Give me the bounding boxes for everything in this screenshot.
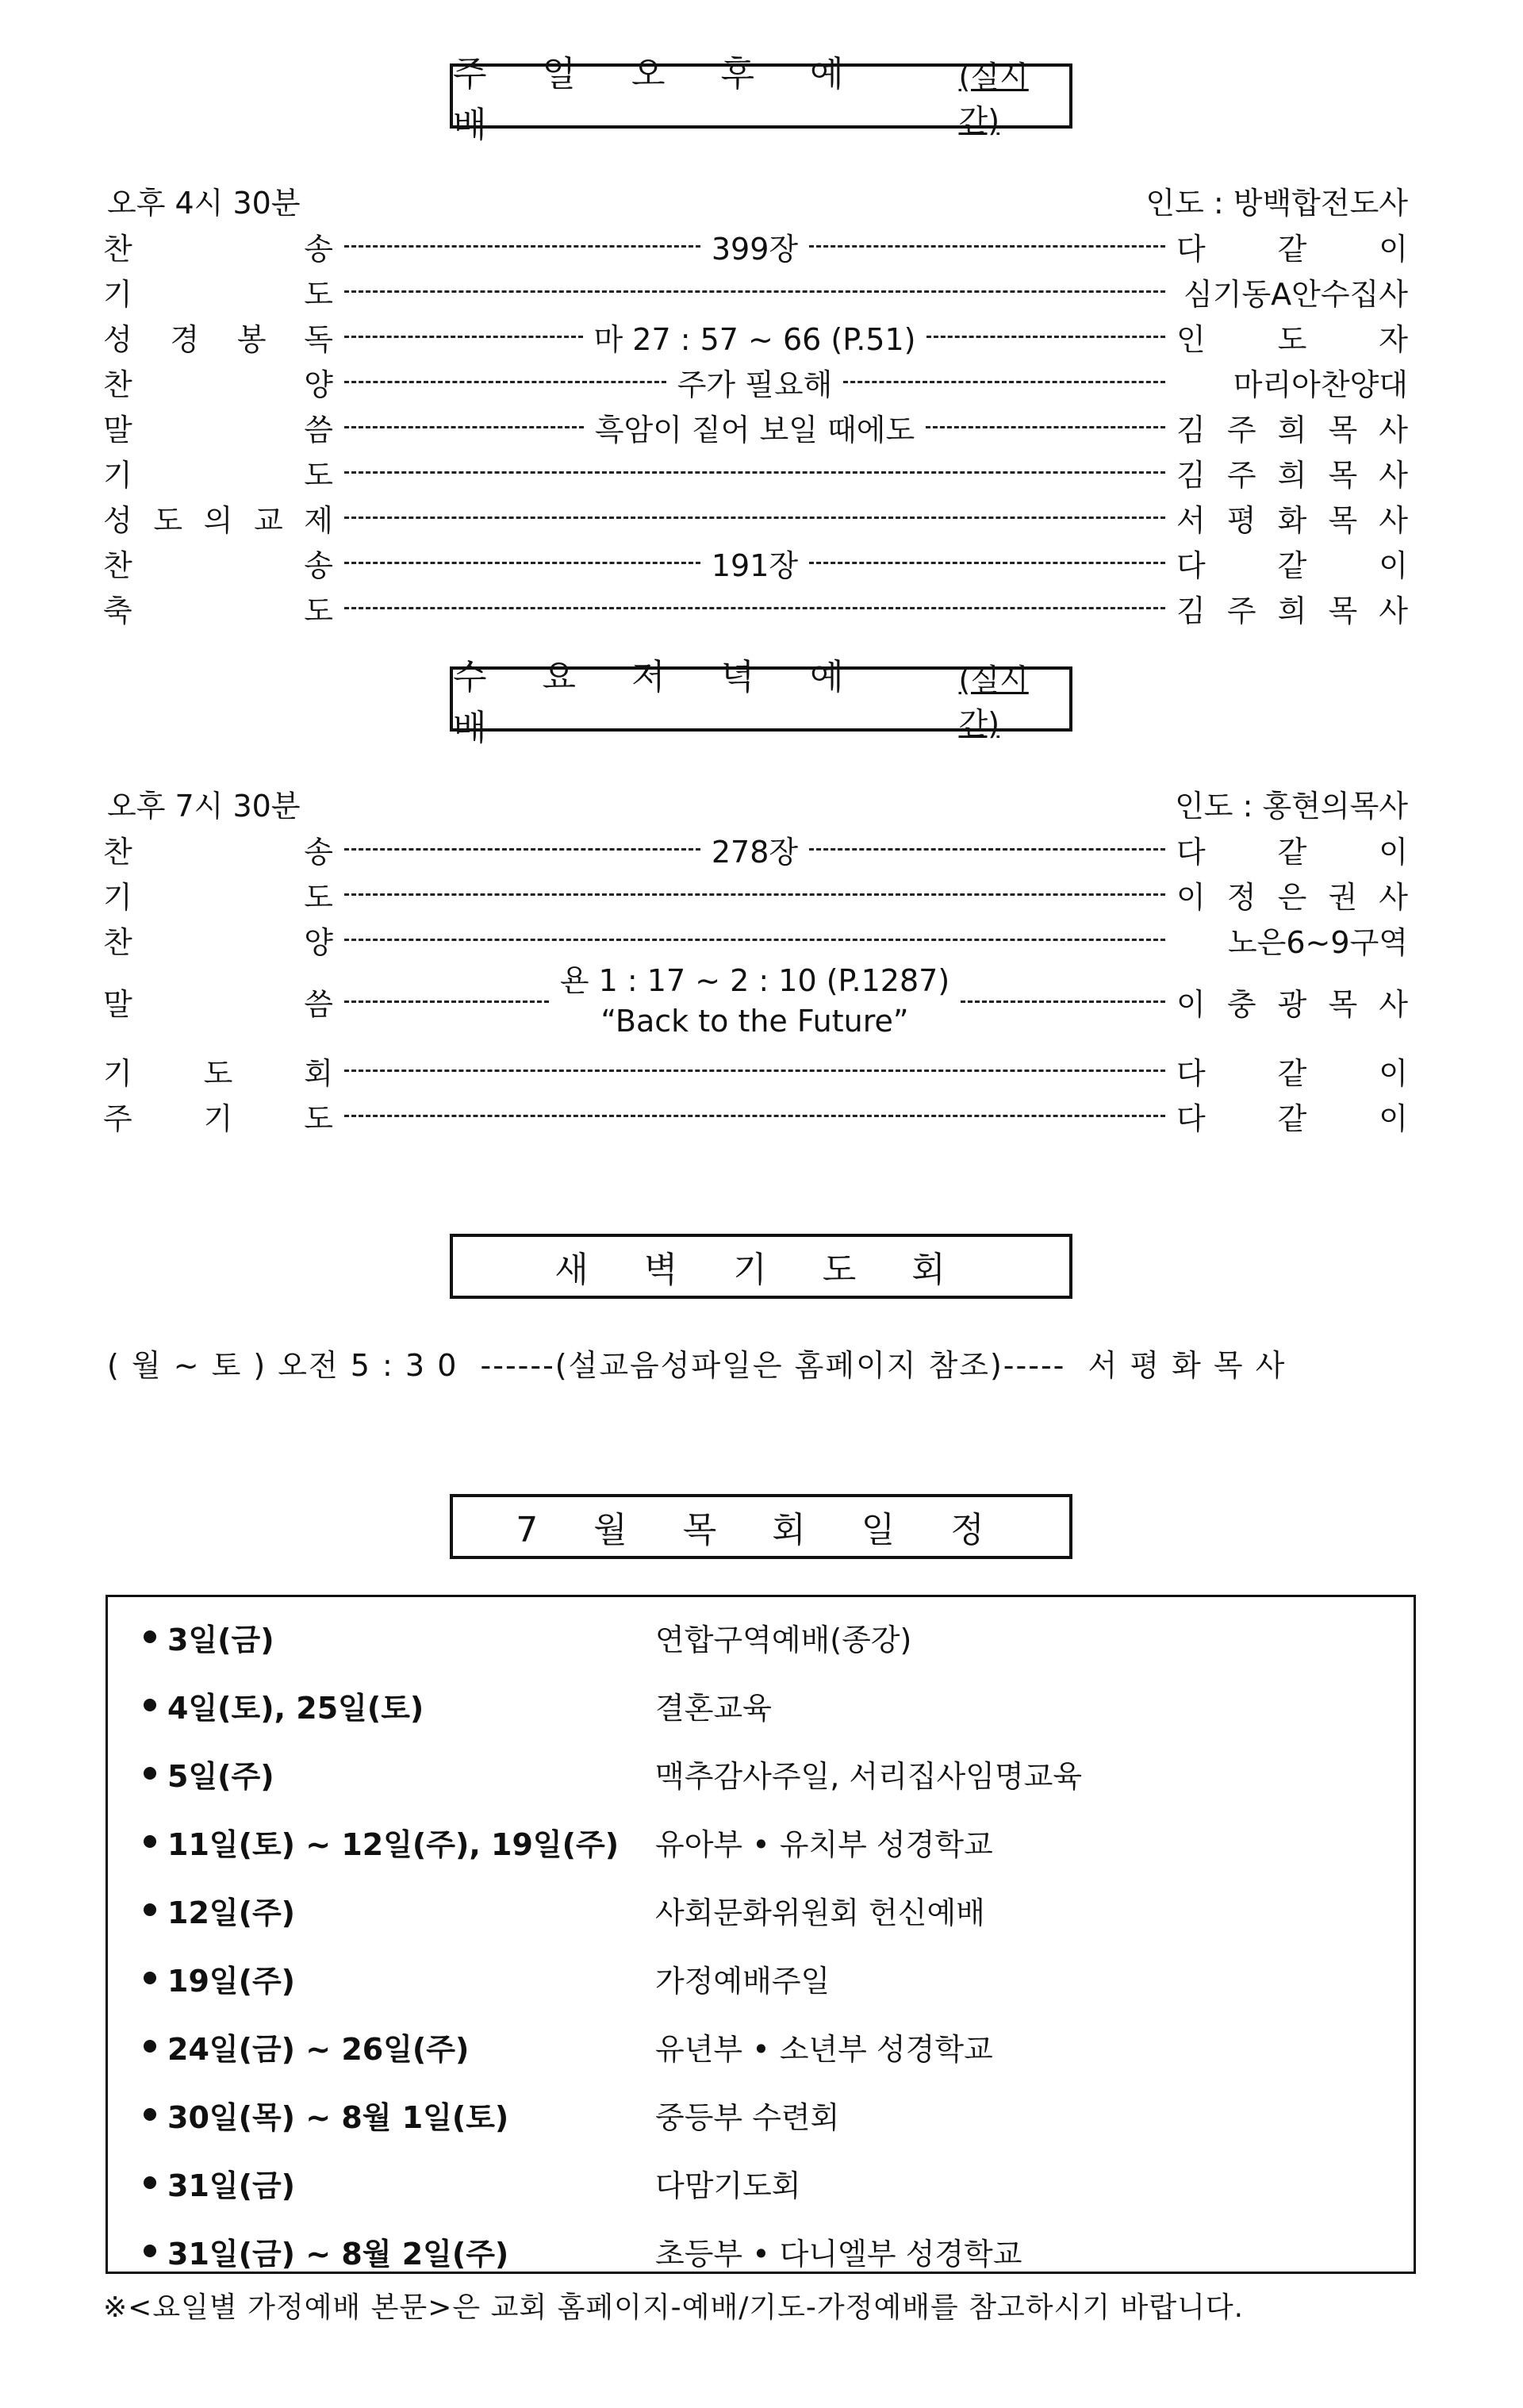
- order-label-char: 기: [103, 1055, 132, 1091]
- order-label-char: 기: [103, 879, 132, 915]
- order-label-char: 찬: [103, 834, 132, 870]
- order-row: [103, 315, 1408, 358]
- dashed-leader: [344, 381, 666, 383]
- schedule-event: 유년부 • 소년부 성경학교: [655, 2031, 993, 2067]
- order-row: [103, 586, 1408, 629]
- schedule-item: [144, 2227, 1381, 2275]
- order-label-char: 씀: [304, 986, 333, 1022]
- order-row: [103, 270, 1408, 313]
- bullet-icon: [144, 1767, 156, 1780]
- order-row: [103, 405, 1408, 448]
- order-label-char: 기: [103, 457, 132, 493]
- order-label: [103, 828, 333, 871]
- order-person-char: 주: [1226, 412, 1256, 447]
- order-label-char: 봉: [236, 321, 267, 357]
- order-person-char: 같: [1277, 834, 1307, 870]
- order-person-char: 심기동A안수집사: [1183, 276, 1408, 312]
- order-label-char: 도: [304, 879, 333, 915]
- order-person-char: 주: [1226, 593, 1256, 628]
- order-person-char: 이: [1379, 1100, 1408, 1136]
- order-label-char: 제: [304, 502, 333, 538]
- order-person: [1176, 541, 1408, 585]
- order-label-char: 양: [304, 367, 333, 402]
- schedule-date-text: 24일(금) ~ 26일(주): [167, 2031, 470, 2067]
- schedule-date-text: 30일(목) ~ 8월 1일(토): [167, 2099, 509, 2135]
- order-item: 흑암이 짙어 보일 때에도: [594, 412, 915, 447]
- schedule-item: [144, 2159, 1381, 2206]
- order-person-char: 이: [1379, 547, 1408, 583]
- order-label-char: 의: [203, 502, 233, 538]
- dawn-title-box: [450, 1234, 1072, 1299]
- order-person-char: 은: [1277, 879, 1307, 915]
- order-label-char: 송: [304, 547, 333, 583]
- order-label: [103, 270, 333, 313]
- order-person-char: 마리아찬양대: [1233, 367, 1408, 402]
- order-label-char: 주: [103, 1100, 132, 1136]
- schedule-event: 사회문화위원회 헌신예배: [655, 1895, 985, 1930]
- schedule-date-text: 31일(금) ~ 8월 2일(주): [167, 2236, 509, 2272]
- order-person-char: 희: [1277, 412, 1307, 447]
- section-subtitle: (실시간): [958, 662, 1029, 741]
- schedule-date: [144, 2093, 655, 2137]
- schedule-date: [144, 1820, 655, 1864]
- order-person-char: 이: [1176, 986, 1206, 1022]
- order-label: [103, 1094, 333, 1138]
- dashed-leader: [843, 381, 1165, 383]
- order-label: [103, 980, 333, 1023]
- order-label-char: 도: [203, 1055, 233, 1091]
- dashed-leader: [344, 245, 700, 248]
- order-person: [1176, 451, 1408, 494]
- order-person: [1176, 270, 1408, 313]
- bullet-icon: [144, 2245, 156, 2257]
- bullet-icon: [144, 2040, 156, 2053]
- order-label: [103, 586, 333, 630]
- order-label: [103, 541, 333, 585]
- order-person-char: 김: [1176, 457, 1206, 493]
- order-person-char: 목: [1328, 502, 1358, 538]
- order-person-char: 사: [1379, 412, 1408, 447]
- sermon-title: “Back to the Future”: [600, 1004, 909, 1039]
- order-label-char: 송: [304, 231, 333, 267]
- wednesday-title-box: [450, 657, 1072, 748]
- order-row: [103, 360, 1408, 403]
- order-person: [1176, 586, 1408, 630]
- order-person: [1176, 1049, 1408, 1093]
- order-person: [1176, 315, 1408, 359]
- dashed-leader: [344, 471, 1165, 474]
- order-label: [103, 360, 333, 404]
- order-person: [1176, 873, 1408, 916]
- section-title: 주 일 오 후 예 배: [453, 54, 866, 145]
- schedule-date: [144, 1615, 655, 1659]
- bullet-icon: [144, 1630, 156, 1643]
- section-title: 수 요 저 녁 예 배: [453, 657, 866, 748]
- order-person: [1176, 405, 1408, 449]
- order-person-char: 권: [1328, 879, 1358, 915]
- order-label-char: 기: [103, 276, 132, 312]
- order-row: [103, 496, 1408, 539]
- dashed-leader: [344, 1070, 1165, 1072]
- order-item: 278장: [711, 834, 799, 870]
- order-row: [103, 451, 1408, 494]
- schedule-date-text: 5일(주): [167, 1758, 274, 1794]
- dashed-leader: [344, 607, 1165, 609]
- order-person-char: 다: [1176, 1100, 1206, 1136]
- schedule-box: [105, 1595, 1416, 2274]
- order-person-char: 목: [1328, 412, 1358, 447]
- order-label: [103, 225, 333, 268]
- order-person-char: 사: [1379, 986, 1408, 1022]
- dashed-leader: [344, 562, 700, 564]
- schedule-event: 초등부 • 다니엘부 성경학교: [655, 2236, 1022, 2272]
- bullet-icon: [144, 2108, 156, 2121]
- order-label: [103, 918, 333, 962]
- order-person-char: 목: [1328, 457, 1358, 493]
- sermon-text: [560, 961, 949, 1043]
- order-label: [103, 496, 333, 540]
- order-person-char: 이: [1379, 1055, 1408, 1091]
- order-person-char: 같: [1277, 1100, 1307, 1136]
- order-person-char: 사: [1379, 457, 1408, 493]
- bullet-icon: [144, 1903, 156, 1916]
- schedule-item: [144, 1886, 1381, 1934]
- schedule-date: [144, 2025, 655, 2068]
- order-person-char: 김: [1176, 593, 1206, 628]
- order-person-char: 노은6~9구역: [1227, 924, 1408, 960]
- order-row: [103, 541, 1408, 584]
- order-person-char: 목: [1328, 986, 1358, 1022]
- order-person: [1176, 828, 1408, 871]
- order-person-char: 평: [1226, 502, 1256, 538]
- schedule-item: [144, 1818, 1381, 1865]
- schedule-item: [144, 1954, 1381, 2002]
- schedule-item: [144, 2022, 1381, 2070]
- dashed-leader: [344, 1115, 1165, 1117]
- order-person-char: 희: [1277, 593, 1307, 628]
- dashed-leader: [344, 336, 583, 338]
- dashed-leader: [344, 517, 1165, 519]
- order-person-char: 같: [1277, 1055, 1307, 1091]
- order-label-char: 양: [304, 924, 333, 960]
- schedule-date: [144, 1684, 655, 1727]
- order-person-char: 사: [1379, 593, 1408, 628]
- schedule-date-text: 31일(금): [167, 2168, 296, 2203]
- service-leader: 인도 : 홍현의목사: [1175, 789, 1408, 824]
- order-person-char: 같: [1277, 547, 1307, 583]
- order-person-char: 인: [1176, 321, 1206, 357]
- schedule-event: 결혼교육: [655, 1690, 772, 1726]
- sunday-title-box: [450, 54, 1072, 145]
- order-person-char: 사: [1379, 879, 1408, 915]
- dashed-leader: [809, 562, 1165, 564]
- order-person-char: 이: [1379, 231, 1408, 267]
- order-label-char: 찬: [103, 547, 132, 583]
- order-label-char: 성: [103, 502, 132, 538]
- schedule-date: [144, 2229, 655, 2273]
- order-person-char: 정: [1226, 879, 1256, 915]
- order-label-char: 회: [304, 1055, 333, 1091]
- section-title: 새 벽 기 도 회: [554, 1250, 968, 1290]
- order-label-char: 찬: [103, 367, 132, 402]
- schedule-date-text: 12일(주): [167, 1895, 296, 1930]
- bullet-icon: [144, 1972, 156, 1984]
- order-row-sermon: [103, 962, 1408, 1041]
- order-person: [1176, 360, 1408, 404]
- schedule-date-text: 4일(토), 25일(토): [167, 1690, 424, 1726]
- order-label-char: 말: [103, 986, 132, 1022]
- order-person: [1176, 1094, 1408, 1138]
- bullet-icon: [144, 1699, 156, 1711]
- order-person: [1176, 980, 1408, 1023]
- dashed-leader: [961, 1000, 1165, 1003]
- schedule-date-text: 3일(금): [167, 1622, 274, 1657]
- schedule-event: 유아부 • 유치부 성경학교: [655, 1826, 993, 1862]
- order-label-char: 송: [304, 834, 333, 870]
- order-person-char: 광: [1277, 986, 1307, 1022]
- order-label-char: 경: [170, 321, 200, 357]
- order-person-char: 목: [1328, 593, 1358, 628]
- order-label-char: 씀: [304, 412, 333, 447]
- order-label-char: 도: [304, 276, 333, 312]
- schedule-item: [144, 1749, 1381, 1797]
- section-subtitle: (실시간): [958, 60, 1029, 138]
- order-person-char: 같: [1277, 231, 1307, 267]
- order-person-char: 다: [1176, 547, 1206, 583]
- order-label-char: 도: [304, 457, 333, 493]
- schedule-date-text: 11일(토) ~ 12일(주), 19일(주): [167, 1826, 620, 1862]
- order-label-char: 교: [253, 502, 283, 538]
- order-label-char: 독: [304, 321, 333, 357]
- order-row: [103, 873, 1408, 916]
- schedule-item: [144, 2091, 1381, 2138]
- schedule-event: 중등부 수련회: [655, 2099, 840, 2135]
- dashed-leader: [809, 245, 1165, 248]
- schedule-title-box: [450, 1494, 1072, 1559]
- order-row: [103, 828, 1408, 870]
- order-label: [103, 873, 333, 916]
- bullet-icon: [144, 1835, 156, 1848]
- order-label-char: 도: [304, 593, 333, 628]
- order-label-char: 도: [153, 502, 183, 538]
- order-label-char: 기: [203, 1100, 233, 1136]
- schedule-date-text: 19일(주): [167, 1963, 296, 1999]
- order-label-char: 축: [103, 593, 132, 628]
- sermon-scripture: 욘 1 : 17 ~ 2 : 10 (P.1287): [559, 962, 950, 998]
- order-person-char: 희: [1277, 457, 1307, 493]
- dashed-leader: [344, 848, 700, 851]
- order-person-char: 도: [1277, 321, 1307, 357]
- order-label: [103, 451, 333, 494]
- schedule-date: [144, 1752, 655, 1795]
- dashed-leader: [926, 426, 1165, 428]
- order-person: [1176, 918, 1408, 962]
- order-person-char: 주: [1226, 457, 1256, 493]
- dashed-leader: [926, 336, 1165, 338]
- order-item: 191장: [711, 547, 799, 583]
- order-row: [103, 918, 1408, 961]
- order-item: 399장: [711, 231, 799, 267]
- order-person-char: 다: [1176, 834, 1206, 870]
- order-person-char: 다: [1176, 1055, 1206, 1091]
- order-row: [103, 225, 1408, 267]
- dashed-leader: [344, 290, 1165, 293]
- order-row: [103, 1049, 1408, 1092]
- schedule-date: [144, 2161, 655, 2205]
- schedule-date: [144, 1957, 655, 2000]
- schedule-event: 맥추감사주일, 서리집사임명교육: [655, 1758, 1083, 1794]
- schedule-item: [144, 1681, 1381, 1729]
- order-person: [1176, 496, 1408, 540]
- bullet-icon: [144, 2176, 156, 2189]
- order-label: [103, 1049, 333, 1093]
- order-person-char: 충: [1226, 986, 1256, 1022]
- order-item: 주가 필요해: [677, 367, 833, 402]
- order-label-char: 도: [304, 1100, 333, 1136]
- footer-note: ※<요일별 가정예배 본문>은 교회 홈페이지-예배/기도-가정예배를 참고하시기 바랍니다.: [103, 2291, 1245, 2324]
- order-label-char: 찬: [103, 924, 132, 960]
- order-label-char: 말: [103, 412, 132, 447]
- order-person-char: 화: [1277, 502, 1307, 538]
- order-label-char: 찬: [103, 231, 132, 267]
- service-leader: 인도 : 방백합전도사: [1145, 186, 1408, 221]
- dashed-leader: [344, 893, 1165, 896]
- order-label-char: 성: [103, 321, 132, 357]
- schedule-event: 다맘기도회: [655, 2168, 801, 2203]
- schedule-event: 연합구역예배(종강): [655, 1622, 912, 1657]
- dashed-leader: [344, 1000, 549, 1003]
- order-person-char: 김: [1176, 412, 1206, 447]
- schedule-item: [144, 1613, 1381, 1661]
- dawn-prayer-line: ( 월 ~ 토 ) 오전 5 : 3 0 ------(설교음성파일은 홈페이지 참조)----- 서 평 화 목 사: [107, 1348, 1287, 1383]
- schedule-date: [144, 1888, 655, 1932]
- order-person-char: 이: [1379, 834, 1408, 870]
- order-person-char: 자: [1379, 321, 1408, 357]
- order-label: [103, 405, 333, 449]
- schedule-event: 가정예배주일: [655, 1963, 831, 1999]
- service-time: 오후 4시 30분: [107, 186, 301, 221]
- order-person: [1176, 225, 1408, 268]
- dashed-leader: [344, 939, 1165, 941]
- order-person-char: 다: [1176, 231, 1206, 267]
- dashed-leader: [809, 848, 1165, 851]
- order-person-char: 이: [1176, 879, 1206, 915]
- order-row: [103, 1094, 1408, 1137]
- order-item: 마 27 : 57 ~ 66 (P.51): [593, 321, 916, 357]
- order-person-char: 서: [1176, 502, 1206, 538]
- service-time: 오후 7시 30분: [107, 789, 301, 824]
- section-title: 7 월 목 회 일 정: [516, 1510, 1007, 1550]
- order-person-char: 사: [1379, 502, 1408, 538]
- dashed-leader: [344, 426, 584, 428]
- order-label: [103, 315, 333, 359]
